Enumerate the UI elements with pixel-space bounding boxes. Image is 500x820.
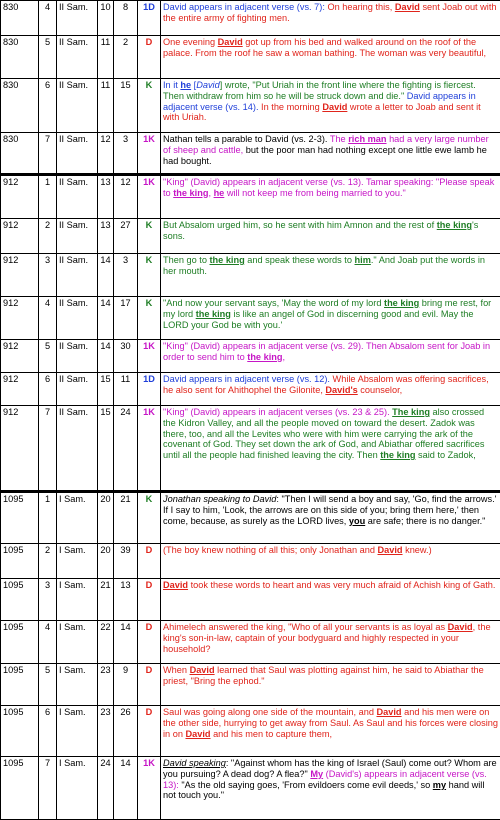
verse-text-cell	[161, 544, 500, 579]
verse-text-cell	[161, 254, 500, 297]
highlighted-term: My	[310, 769, 323, 779]
verse-cell: 3	[114, 254, 138, 297]
category-code-cell: 1D	[138, 373, 161, 406]
chapter-cell: 12	[98, 133, 114, 175]
verse-text-cell	[161, 79, 500, 133]
book-cell: II Sam.	[57, 297, 98, 340]
text-segment: David speaking	[163, 758, 226, 768]
text-segment: Saul was going along one side of the mountain, and	[163, 707, 377, 717]
text-segment: and his men to capture them,	[211, 729, 333, 739]
row-number-cell: 3	[39, 579, 57, 621]
text-segment: One evening	[163, 37, 218, 47]
chapter-cell: 13	[98, 219, 114, 254]
verse-text-cell	[161, 297, 500, 340]
row-number-cell: 1	[39, 492, 57, 544]
category-code-cell: 1K	[138, 133, 161, 175]
group-id-cell: 912	[1, 254, 39, 297]
category-code-cell: D	[138, 664, 161, 706]
verse-row	[1, 133, 500, 175]
book-cell: I Sam.	[57, 579, 98, 621]
verse-text-cell	[161, 373, 500, 406]
chapter-cell: 23	[98, 664, 114, 706]
category-code-cell: K	[138, 492, 161, 544]
group-id-cell: 1095	[1, 621, 39, 664]
chapter-cell: 13	[98, 175, 114, 219]
text-segment: "And now your servant says, 'May the word of my lord	[163, 298, 384, 308]
verse-row	[1, 36, 500, 79]
book-cell: II Sam.	[57, 373, 98, 406]
text-segment: "King" (David) appears in adjacent verse (vs. 13).	[163, 177, 366, 187]
book-cell: I Sam.	[57, 492, 98, 544]
highlighted-term: The king	[392, 407, 430, 417]
text-segment: counselor,	[358, 385, 402, 395]
text-segment: will not keep me from being married to you."	[224, 188, 405, 198]
verse-cell: 13	[114, 579, 138, 621]
highlighted-term: David	[163, 580, 188, 590]
highlighted-term: David	[185, 729, 210, 739]
highlighted-term: the king	[196, 309, 231, 319]
highlighted-term: David	[448, 622, 473, 632]
category-code-cell: D	[138, 621, 161, 664]
highlighted-term: the king	[380, 450, 415, 460]
verse-cell: 26	[114, 706, 138, 757]
chapter-cell: 21	[98, 579, 114, 621]
row-number-cell: 6	[39, 373, 57, 406]
chapter-cell: 11	[98, 36, 114, 79]
text-segment: On hearing this,	[327, 2, 394, 12]
text-segment: Then go to	[163, 255, 209, 265]
text-segment: Ahimelech answered the king, "Who of all your servants is as loyal as	[163, 622, 448, 632]
row-number-cell: 6	[39, 79, 57, 133]
verse-row	[1, 406, 500, 492]
row-number-cell: 6	[39, 706, 57, 757]
text-segment: sent Joab out with the entire army of fighting men.	[163, 2, 497, 23]
verse-cell: 39	[114, 544, 138, 579]
verse-text-cell	[161, 175, 500, 219]
verse-text-cell	[161, 621, 500, 664]
text-segment: learned that Saul was plotting against him, he said to Abiathar the priest, "Bring the ephod."	[163, 665, 484, 686]
chapter-cell: 24	[98, 757, 114, 820]
group-id-cell: 912	[1, 406, 39, 492]
book-cell: II Sam.	[57, 175, 98, 219]
highlighted-term: my	[433, 780, 446, 790]
text-segment: David	[196, 80, 220, 90]
highlighted-term: rich man	[348, 134, 386, 144]
text-segment: Then Absalom sent for Joab in order to send him to	[163, 341, 490, 362]
text-segment: David appears in adjacent verse (vs. 12).	[163, 374, 333, 384]
group-id-cell: 912	[1, 297, 39, 340]
verse-cell: 9	[114, 664, 138, 706]
category-code-cell: K	[138, 219, 161, 254]
row-number-cell: 4	[39, 297, 57, 340]
verse-text-cell	[161, 706, 500, 757]
highlighted-term: the king	[437, 220, 472, 230]
text-segment: In it	[163, 80, 180, 90]
highlighted-term: David	[190, 665, 215, 675]
book-cell: II Sam.	[57, 36, 98, 79]
row-number-cell: 5	[39, 36, 57, 79]
text-segment: ] wrote, "Put Uriah in the front line where the fighting is fiercest. Then withdraw from him so he will be struck down and die."	[163, 80, 476, 101]
category-code-cell: 1K	[138, 175, 161, 219]
group-id-cell: 830	[1, 36, 39, 79]
highlighted-term: David	[377, 707, 402, 717]
verse-row	[1, 254, 500, 297]
verse-row	[1, 340, 500, 373]
highlighted-term: he	[214, 188, 225, 198]
chapter-cell: 22	[98, 621, 114, 664]
text-segment: and speak these words to	[245, 255, 355, 265]
group-id-cell: 830	[1, 79, 39, 133]
text-segment: Nathan tells a parable to David (vs. 2-3).	[163, 134, 330, 144]
verse-rows	[1, 1, 500, 820]
verse-cell: 3	[114, 133, 138, 175]
verse-row	[1, 297, 500, 340]
book-cell: II Sam.	[57, 254, 98, 297]
highlighted-term: David	[322, 102, 347, 112]
group-id-cell: 1095	[1, 544, 39, 579]
verse-cell: 27	[114, 219, 138, 254]
text-segment: While Absalom was offering sacrifices, he also sent for Ahithophel the Gilonite,	[163, 374, 489, 395]
verse-row	[1, 492, 500, 544]
text-segment: ,	[283, 352, 286, 362]
text-segment: "As the old saying goes, 'From evildoers come evil deeds,' so	[181, 780, 432, 790]
verse-row	[1, 706, 500, 757]
verse-text-cell	[161, 492, 500, 544]
book-cell: I Sam.	[57, 757, 98, 820]
chapter-cell: 15	[98, 406, 114, 492]
category-code-cell: 1K	[138, 340, 161, 373]
chapter-cell: 11	[98, 79, 114, 133]
text-segment: When	[163, 665, 190, 675]
verse-row	[1, 1, 500, 36]
book-cell: II Sam.	[57, 340, 98, 373]
verse-cell: 30	[114, 340, 138, 373]
verse-cell: 8	[114, 1, 138, 36]
highlighted-term: he	[180, 80, 191, 90]
verse-text-cell	[161, 133, 500, 175]
category-code-cell: K	[138, 254, 161, 297]
chapter-cell: 20	[98, 544, 114, 579]
verse-cell: 24	[114, 406, 138, 492]
book-cell: II Sam.	[57, 79, 98, 133]
row-number-cell: 7	[39, 757, 57, 820]
text-segment: also crossed the Kidron Valley, and all the people moved on toward the desert. Zadok was there, too, and all the Levites who were with him were carrying the ark of the covenant of God. They set down the ark of God, and Abiathar offered sacrifices until all the people had finished leaving the city. Then	[163, 407, 484, 460]
category-code-cell: D	[138, 36, 161, 79]
text-segment: (The boy knew nothing of all this; only Jonathan and	[163, 545, 378, 555]
book-cell: I Sam.	[57, 544, 98, 579]
book-cell: II Sam.	[57, 133, 98, 175]
row-number-cell: 2	[39, 544, 57, 579]
text-segment: is like an angel of God in discerning good and evil. May the LORD your God be with you.'	[163, 309, 474, 330]
highlighted-term: David	[395, 2, 420, 12]
chapter-cell: 14	[98, 254, 114, 297]
category-code-cell: K	[138, 79, 161, 133]
text-segment: had a very large number of sheep and cattle,	[163, 134, 489, 155]
verse-row	[1, 219, 500, 254]
highlighted-term: the king	[209, 255, 244, 265]
highlighted-term: the king	[384, 298, 419, 308]
category-code-cell: 1D	[138, 1, 161, 36]
row-number-cell: 2	[39, 219, 57, 254]
verse-text-cell	[161, 406, 500, 492]
row-number-cell: 4	[39, 1, 57, 36]
verse-cell: 11	[114, 373, 138, 406]
row-number-cell: 3	[39, 254, 57, 297]
text-segment: , the king's son-in-law, captain of your bodyguard and highly respected in your household?	[163, 622, 491, 654]
verse-row	[1, 175, 500, 219]
verse-row	[1, 621, 500, 664]
verse-cell: 14	[114, 757, 138, 820]
verse-text-cell	[161, 664, 500, 706]
text-segment: got up from his bed and walked around on the roof of the palace. From the roof he saw a woman bathing. The woman was very beautiful,	[163, 37, 486, 58]
verse-cell: 21	[114, 492, 138, 544]
highlighted-term: him	[355, 255, 371, 265]
text-segment: Tamar speaking: "Please speak to	[163, 177, 494, 198]
highlighted-term: David	[378, 545, 403, 555]
verse-row	[1, 79, 500, 133]
verse-text-cell	[161, 340, 500, 373]
category-code-cell: D	[138, 579, 161, 621]
group-id-cell: 1095	[1, 664, 39, 706]
text-segment: ." And Joab put the words in her mouth.	[163, 255, 485, 276]
row-number-cell: 5	[39, 340, 57, 373]
text-segment: (David's) appears in adjacent verse (vs. 13):	[163, 769, 487, 790]
text-segment: David appears in adjacent verse (vs. 7):	[163, 2, 327, 12]
text-segment: The	[330, 134, 348, 144]
group-id-cell: 830	[1, 133, 39, 175]
verse-text-cell	[161, 1, 500, 36]
verse-cell: 17	[114, 297, 138, 340]
book-cell: II Sam.	[57, 219, 98, 254]
text-segment: bring me rest, for my lord	[163, 298, 491, 319]
row-number-cell: 1	[39, 175, 57, 219]
row-number-cell: 7	[39, 406, 57, 492]
category-code-cell: K	[138, 297, 161, 340]
verse-row	[1, 664, 500, 706]
category-code-cell: D	[138, 544, 161, 579]
text-segment: : "Against whom has the king of Israel (Saul) come out? Whom are you pursuing? A dead dog? A flea?"	[163, 758, 497, 779]
verse-cell: 14	[114, 621, 138, 664]
text-segment: but the poor man had nothing except one little ewe lamb he had bought.	[163, 145, 487, 166]
verse-text-cell	[161, 219, 500, 254]
text-segment: took these words to heart and was very much afraid of Achish king of Gath.	[188, 580, 495, 590]
chapter-cell: 20	[98, 492, 114, 544]
verse-text-cell	[161, 579, 500, 621]
verse-cell: 15	[114, 79, 138, 133]
group-id-cell: 912	[1, 340, 39, 373]
text-segment: hand will not touch you."	[163, 780, 484, 801]
text-segment: In the morning	[261, 102, 322, 112]
text-segment: [	[191, 80, 196, 90]
text-segment: Jonathan speaking to David	[163, 494, 276, 504]
row-number-cell: 5	[39, 664, 57, 706]
highlighted-term: you	[349, 516, 365, 526]
group-id-cell: 912	[1, 175, 39, 219]
text-segment: But Absalom urged him, so he sent with him Amnon and the rest of	[163, 220, 437, 230]
verse-row	[1, 544, 500, 579]
chapter-cell: 15	[98, 373, 114, 406]
text-segment: ,	[208, 188, 213, 198]
row-number-cell: 4	[39, 621, 57, 664]
group-id-cell: 1095	[1, 579, 39, 621]
text-segment: and his men were on the other side, hurrying to get away from Saul. As Saul and his forces were closing in on	[163, 707, 498, 739]
text-segment: said to Zadok,	[415, 450, 475, 460]
book-cell: I Sam.	[57, 664, 98, 706]
verse-row	[1, 757, 500, 820]
text-segment: "King" (David) appears in adjacent verses (vs. 23 & 25).	[163, 407, 392, 417]
text-segment: "King" (David) appears in adjacent verse (vs. 29).	[163, 341, 366, 351]
book-cell: II Sam.	[57, 406, 98, 492]
text-segment: are safe; there is no danger."	[365, 516, 485, 526]
category-code-cell: 1K	[138, 757, 161, 820]
verse-text-cell	[161, 36, 500, 79]
book-cell: I Sam.	[57, 706, 98, 757]
chapter-cell: 10	[98, 1, 114, 36]
highlighted-term: the king	[173, 188, 208, 198]
row-number-cell: 7	[39, 133, 57, 175]
verse-cell: 2	[114, 36, 138, 79]
group-id-cell: 1095	[1, 706, 39, 757]
highlighted-term: the king	[247, 352, 282, 362]
text-segment: knew.)	[403, 545, 432, 555]
group-id-cell: 830	[1, 1, 39, 36]
category-code-cell: D	[138, 706, 161, 757]
highlighted-term: David's	[325, 385, 357, 395]
category-code-cell: 1K	[138, 406, 161, 492]
verse-row	[1, 579, 500, 621]
highlighted-term: David	[218, 37, 243, 47]
text-segment: : "Then I will send a boy and say, 'Go, find the arrows.' If I say to him, 'Look, the arrows are on this side of you; bring them here,' then come, because, as surely as the LORD lives,	[163, 494, 496, 526]
book-cell: II Sam.	[57, 1, 98, 36]
text-segment: David appears in adjacent verse (vs. 14).	[163, 91, 476, 112]
chapter-cell: 14	[98, 297, 114, 340]
text-segment: wrote a letter to Joab and sent it with Uriah.	[163, 102, 481, 123]
verse-row	[1, 373, 500, 406]
text-segment: 's sons.	[163, 220, 478, 241]
group-id-cell: 1095	[1, 492, 39, 544]
verse-cell: 12	[114, 175, 138, 219]
verse-text-cell	[161, 757, 500, 820]
chapter-cell: 14	[98, 340, 114, 373]
chapter-cell: 23	[98, 706, 114, 757]
group-id-cell: 912	[1, 373, 39, 406]
group-id-cell: 1095	[1, 757, 39, 820]
book-cell: I Sam.	[57, 621, 98, 664]
group-id-cell: 912	[1, 219, 39, 254]
